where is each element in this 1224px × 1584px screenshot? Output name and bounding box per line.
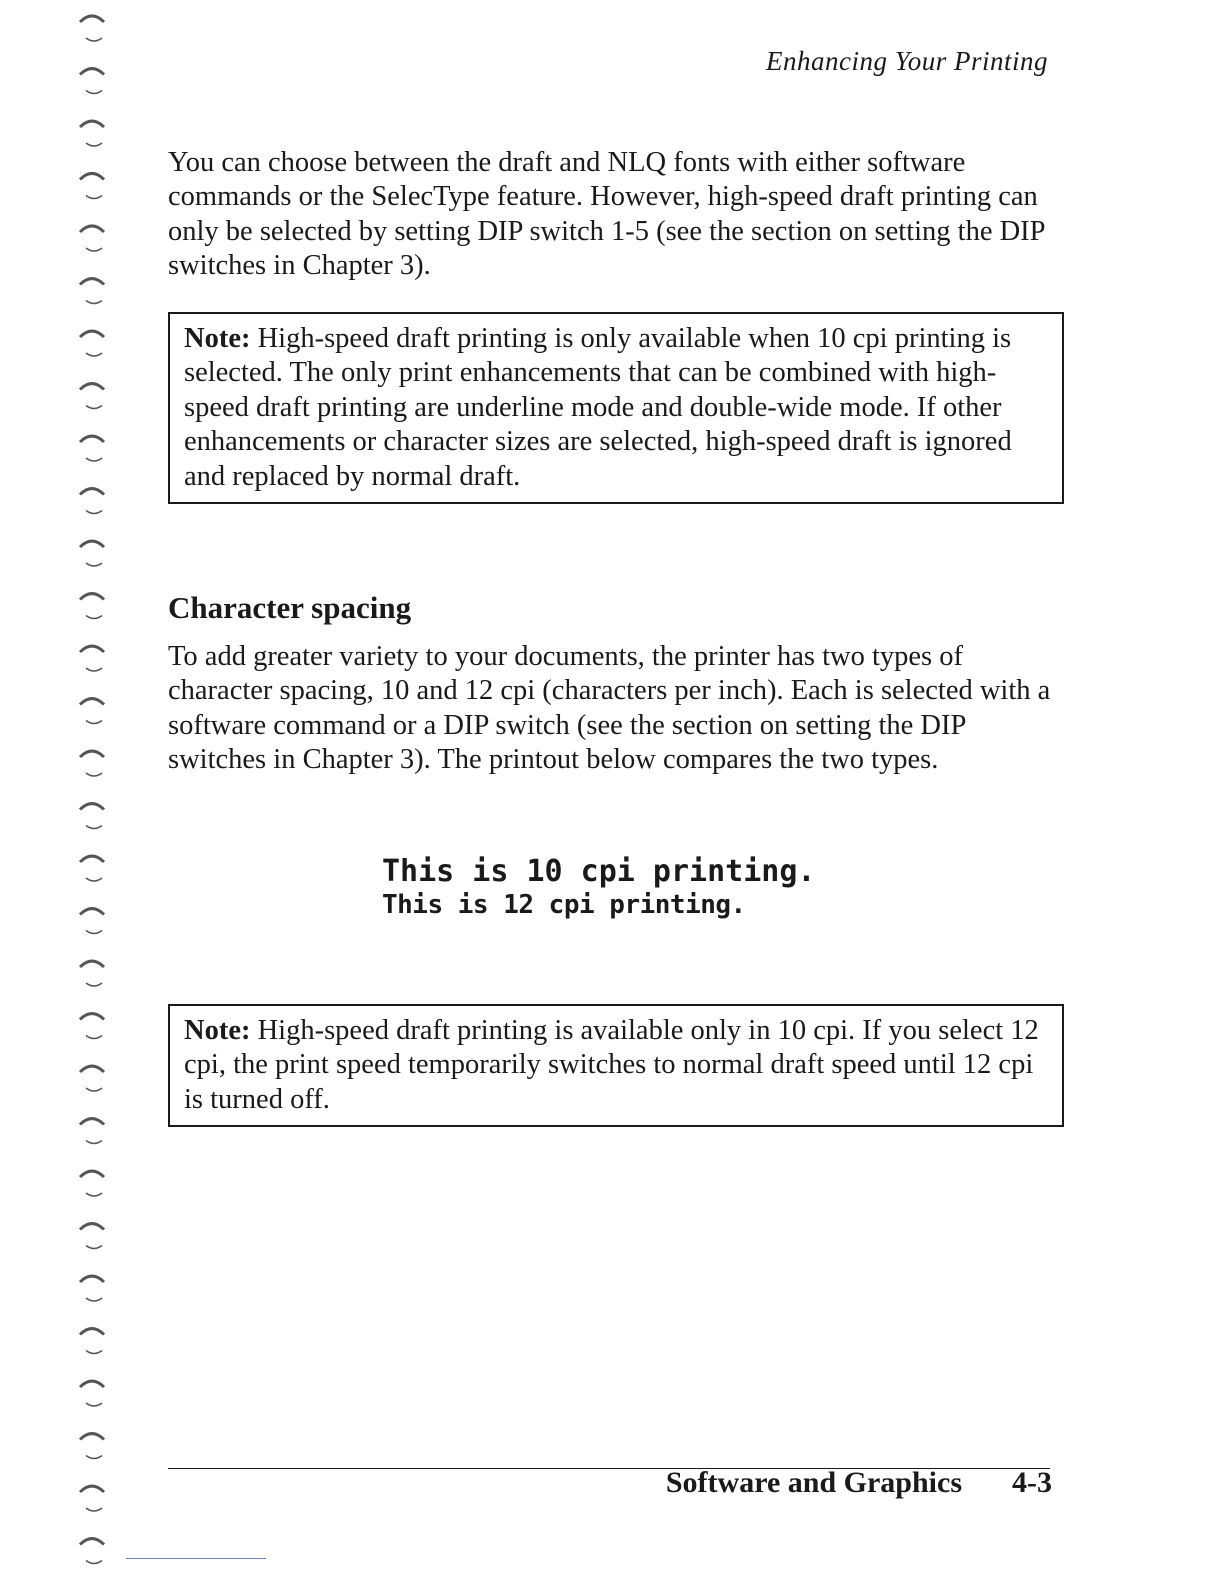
binding-ring	[80, 751, 104, 757]
binding-ring-hole	[86, 353, 102, 356]
binding-ring-hole	[86, 878, 102, 881]
binding-ring	[80, 699, 104, 705]
binding-ring-hole	[86, 458, 102, 461]
printout-10cpi: This is 10 cpi printing.	[382, 854, 816, 889]
binding-ring	[80, 121, 104, 127]
binding-ring	[80, 279, 104, 285]
scan-artifact-line	[126, 1558, 266, 1559]
binding-ring	[80, 1329, 104, 1335]
note-label: Note:	[184, 1015, 251, 1046]
intro-paragraph: You can choose between the draft and NLQ fonts with either software commands or the SelecType feature. However, high-speed draft printing can only be selected by setting DIP switch 1-5 (see the section on setting the DIP switches in Chapter 3).	[168, 147, 1045, 282]
binding-ring	[80, 646, 104, 652]
binding-ring-hole	[86, 406, 102, 409]
binding-ring	[80, 1276, 104, 1282]
binding-ring-hole	[86, 38, 102, 41]
binding-ring-hole	[86, 773, 102, 776]
binding-ring-hole	[86, 931, 102, 934]
binding-ring-hole	[86, 826, 102, 829]
binding-ring	[80, 1486, 104, 1492]
section-paragraph: To add greater variety to your documents, the printer has two types of character spacing, 10 and 12 cpi (characters per inch). Each is selected with a software command or a DIP switch (see the section on setting the DIP switches in Chapter 3). The printout below compares the two types.	[168, 641, 1051, 776]
binding-ring-hole	[86, 1193, 102, 1196]
binding-ring	[80, 16, 104, 22]
binding-ring	[80, 856, 104, 862]
binding-ring-hole	[86, 196, 102, 199]
binding-ring	[80, 1119, 104, 1125]
binding-ring-hole	[86, 983, 102, 986]
binding-ring	[80, 69, 104, 75]
binding-ring	[80, 1539, 104, 1545]
binding-ring	[80, 1434, 104, 1440]
binding-ring-hole	[86, 1036, 102, 1039]
binding-ring	[80, 489, 104, 495]
binding-ring-hole	[86, 511, 102, 514]
note-text: High-speed draft printing is available only in 10 cpi. If you select 12 cpi, the print speed temporarily switches to normal draft speed until 12 cpi is turned off.	[184, 1015, 1039, 1115]
binding-ring-hole	[86, 301, 102, 304]
binding-ring	[80, 331, 104, 337]
binding-ring	[80, 961, 104, 967]
note-label: Note:	[184, 323, 251, 354]
note-box-high-speed	[168, 312, 1064, 504]
binding-ring	[80, 1381, 104, 1387]
spiral-binding	[74, 0, 114, 1584]
binding-ring-hole	[86, 721, 102, 724]
note-box-cpi	[168, 1004, 1064, 1127]
binding-ring-hole	[86, 248, 102, 251]
binding-ring	[80, 541, 104, 547]
binding-ring	[80, 1224, 104, 1230]
footer-chapter-title: Software and Graphics	[665, 1466, 962, 1499]
section-heading: Character spacing	[168, 590, 412, 625]
binding-ring-hole	[86, 1141, 102, 1144]
binding-ring-hole	[86, 616, 102, 619]
printout-12cpi: This is 12 cpi printing.	[382, 890, 746, 920]
binding-ring-hole	[86, 1508, 102, 1511]
binding-ring	[80, 1171, 104, 1177]
binding-ring-hole	[86, 668, 102, 671]
binding-ring	[80, 594, 104, 600]
running-header: Enhancing Your Printing	[765, 46, 1048, 76]
binding-ring	[80, 384, 104, 390]
binding-ring-hole	[86, 1403, 102, 1406]
binding-ring	[80, 174, 104, 180]
binding-ring-hole	[86, 143, 102, 146]
binding-ring	[80, 436, 104, 442]
binding-ring	[80, 226, 104, 232]
binding-ring-hole	[86, 1298, 102, 1301]
binding-ring-hole	[86, 1088, 102, 1091]
binding-ring-hole	[86, 1561, 102, 1564]
binding-ring-hole	[86, 91, 102, 94]
page-number: 4-3	[1012, 1466, 1052, 1499]
binding-ring-hole	[86, 1351, 102, 1354]
binding-ring-hole	[86, 563, 102, 566]
binding-ring-hole	[86, 1246, 102, 1249]
binding-ring-hole	[86, 1456, 102, 1459]
binding-ring	[80, 804, 104, 810]
note-text: High-speed draft printing is only available when 10 cpi printing is selected. The only print enhancements that can be combined with high-speed draft printing are underline mode and double-wide mode. If other enhancements or character sizes are selected, high-speed draft is ignored and replaced by normal draft.	[184, 323, 1012, 492]
binding-ring	[80, 1014, 104, 1020]
binding-ring	[80, 909, 104, 915]
binding-ring	[80, 1066, 104, 1072]
